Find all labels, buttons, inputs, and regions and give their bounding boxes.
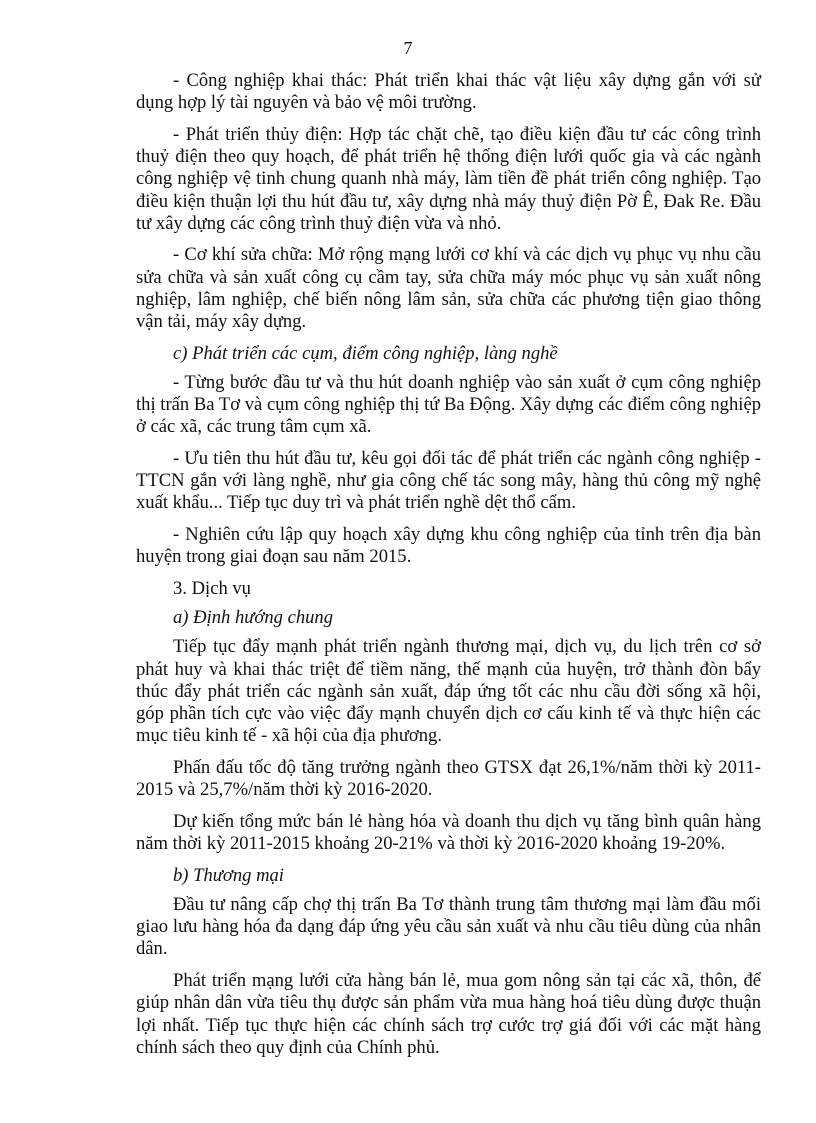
section-heading-services: 3. Dịch vụ — [173, 578, 251, 600]
paragraph-retail-network: Phát triển mạng lưới cửa hàng bán lẻ, mua gom nông sản tại các xã, thôn, để giúp nhân dân vừa tiêu thụ được sản phẩm vừa mua hàng hoá tiêu dùng được thuận lợi nhất. Tiếp tục thực hiện các chính sách trợ cước trợ giá đối với các mặt hàng chính sách theo quy định của Chính phủ. — [136, 970, 761, 1058]
subheading-trade: b) Thương mại — [173, 864, 284, 886]
paragraph-mining-industry: - Công nghiệp khai thác: Phát triển khai thác vật liệu xây dựng gắn với sử dụng hợp lý tài nguyên và bảo vệ môi trường. — [136, 70, 761, 114]
paragraph-retail-forecast: Dự kiến tổng mức bán lẻ hàng hóa và doanh thu dịch vụ tăng bình quân hàng năm thời kỳ 2011-2015 khoảng 20-21% và thời kỳ 2016-2020 khoảng 19-20%. — [136, 810, 761, 855]
paragraph-cluster-investment: - Từng bước đầu tư và thu hút doanh nghiệp vào sản xuất ở cụm công nghiệp thị trấn Ba Tơ và cụm công nghiệp thị tứ Ba Động. Xây dựng các điểm công nghiệp ở các xã, các trung tâm cụm xã. — [136, 371, 761, 438]
page-number: 7 — [403, 38, 413, 58]
paragraph-mechanical-repair: - Cơ khí sửa chữa: Mở rộng mạng lưới cơ khí và các dịch vụ phục vụ nhu cầu sửa chữa và sản xuất công cụ cầm tay, sửa chữa máy móc phục vụ sản xuất nông nghiệp, lâm nghiệp, chế biến nông lâm sản, sửa chữa các phương tiện giao thông vận tải, máy xây dựng. — [136, 244, 761, 333]
subheading-general-orientation: a) Định hướng chung — [173, 607, 334, 629]
paragraph-industrial-zone-planning: - Nghiên cứu lập quy hoạch xây dựng khu công nghiệp của tỉnh trên địa bàn huyện trong giai đoạn sau năm 2015. — [136, 524, 761, 568]
paragraph-hydropower: - Phát triển thủy điện: Hợp tác chặt chẽ, tạo điều kiện đầu tư các công trình thuỷ điện theo quy hoạch, để phát triển hệ thống điện lưới quốc gia và các ngành công nghiệp vệ tinh chung quanh nhà máy, làm tiền đề phát triển công nghiệp. Tạo điều kiện thuận lợi thu hút đầu tư, xây dựng nhà máy thuỷ điện Pờ Ê, Đak Re. Đầu tư xây dựng các công trình thuỷ điện vừa và nhỏ. — [136, 123, 761, 234]
paragraph-growth-target: Phấn đấu tốc độ tăng trưởng ngành theo GTSX đạt 26,1%/năm thời kỳ 2011-2015 và 25,7%/năm thời kỳ 2016-2020. — [136, 756, 761, 801]
paragraph-craft-villages: - Ưu tiên thu hút đầu tư, kêu gọi đối tác để phát triển các ngành công nghiệp - TTCN gắn với làng nghề, như gia công chế tác song mây, hàng thủ công mỹ nghệ xuất khẩu... Tiếp tục duy trì và phát triển nghề dệt thổ cẩm. — [136, 448, 761, 514]
paragraph-services-orientation: Tiếp tục đẩy mạnh phát triển ngành thương mại, dịch vụ, du lịch trên cơ sở phát huy và khai thác triệt để tiềm năng, thế mạnh của huyện, trở thành đòn bẩy thúc đẩy phát triển các ngành sản xuất, đáp ứng tốt các nhu cầu đời sống xã hội, góp phần tích cực vào việc đẩy mạnh chuyển dịch cơ cấu kinh tế và thực hiện các mục tiêu kinh tế - xã hội của địa phương. — [136, 636, 761, 747]
subheading-industrial-clusters: c) Phát triển các cụm, điểm công nghiệp, làng nghề — [173, 342, 558, 364]
paragraph-market-upgrade: Đầu tư nâng cấp chợ thị trấn Ba Tơ thành trung tâm thương mại làm đầu mối giao lưu hàng hóa đa dạng đáp ứng yêu cầu sản xuất và nhu cầu tiêu dùng của nhân dân. — [136, 894, 761, 960]
page-body — [136, 70, 761, 1068]
